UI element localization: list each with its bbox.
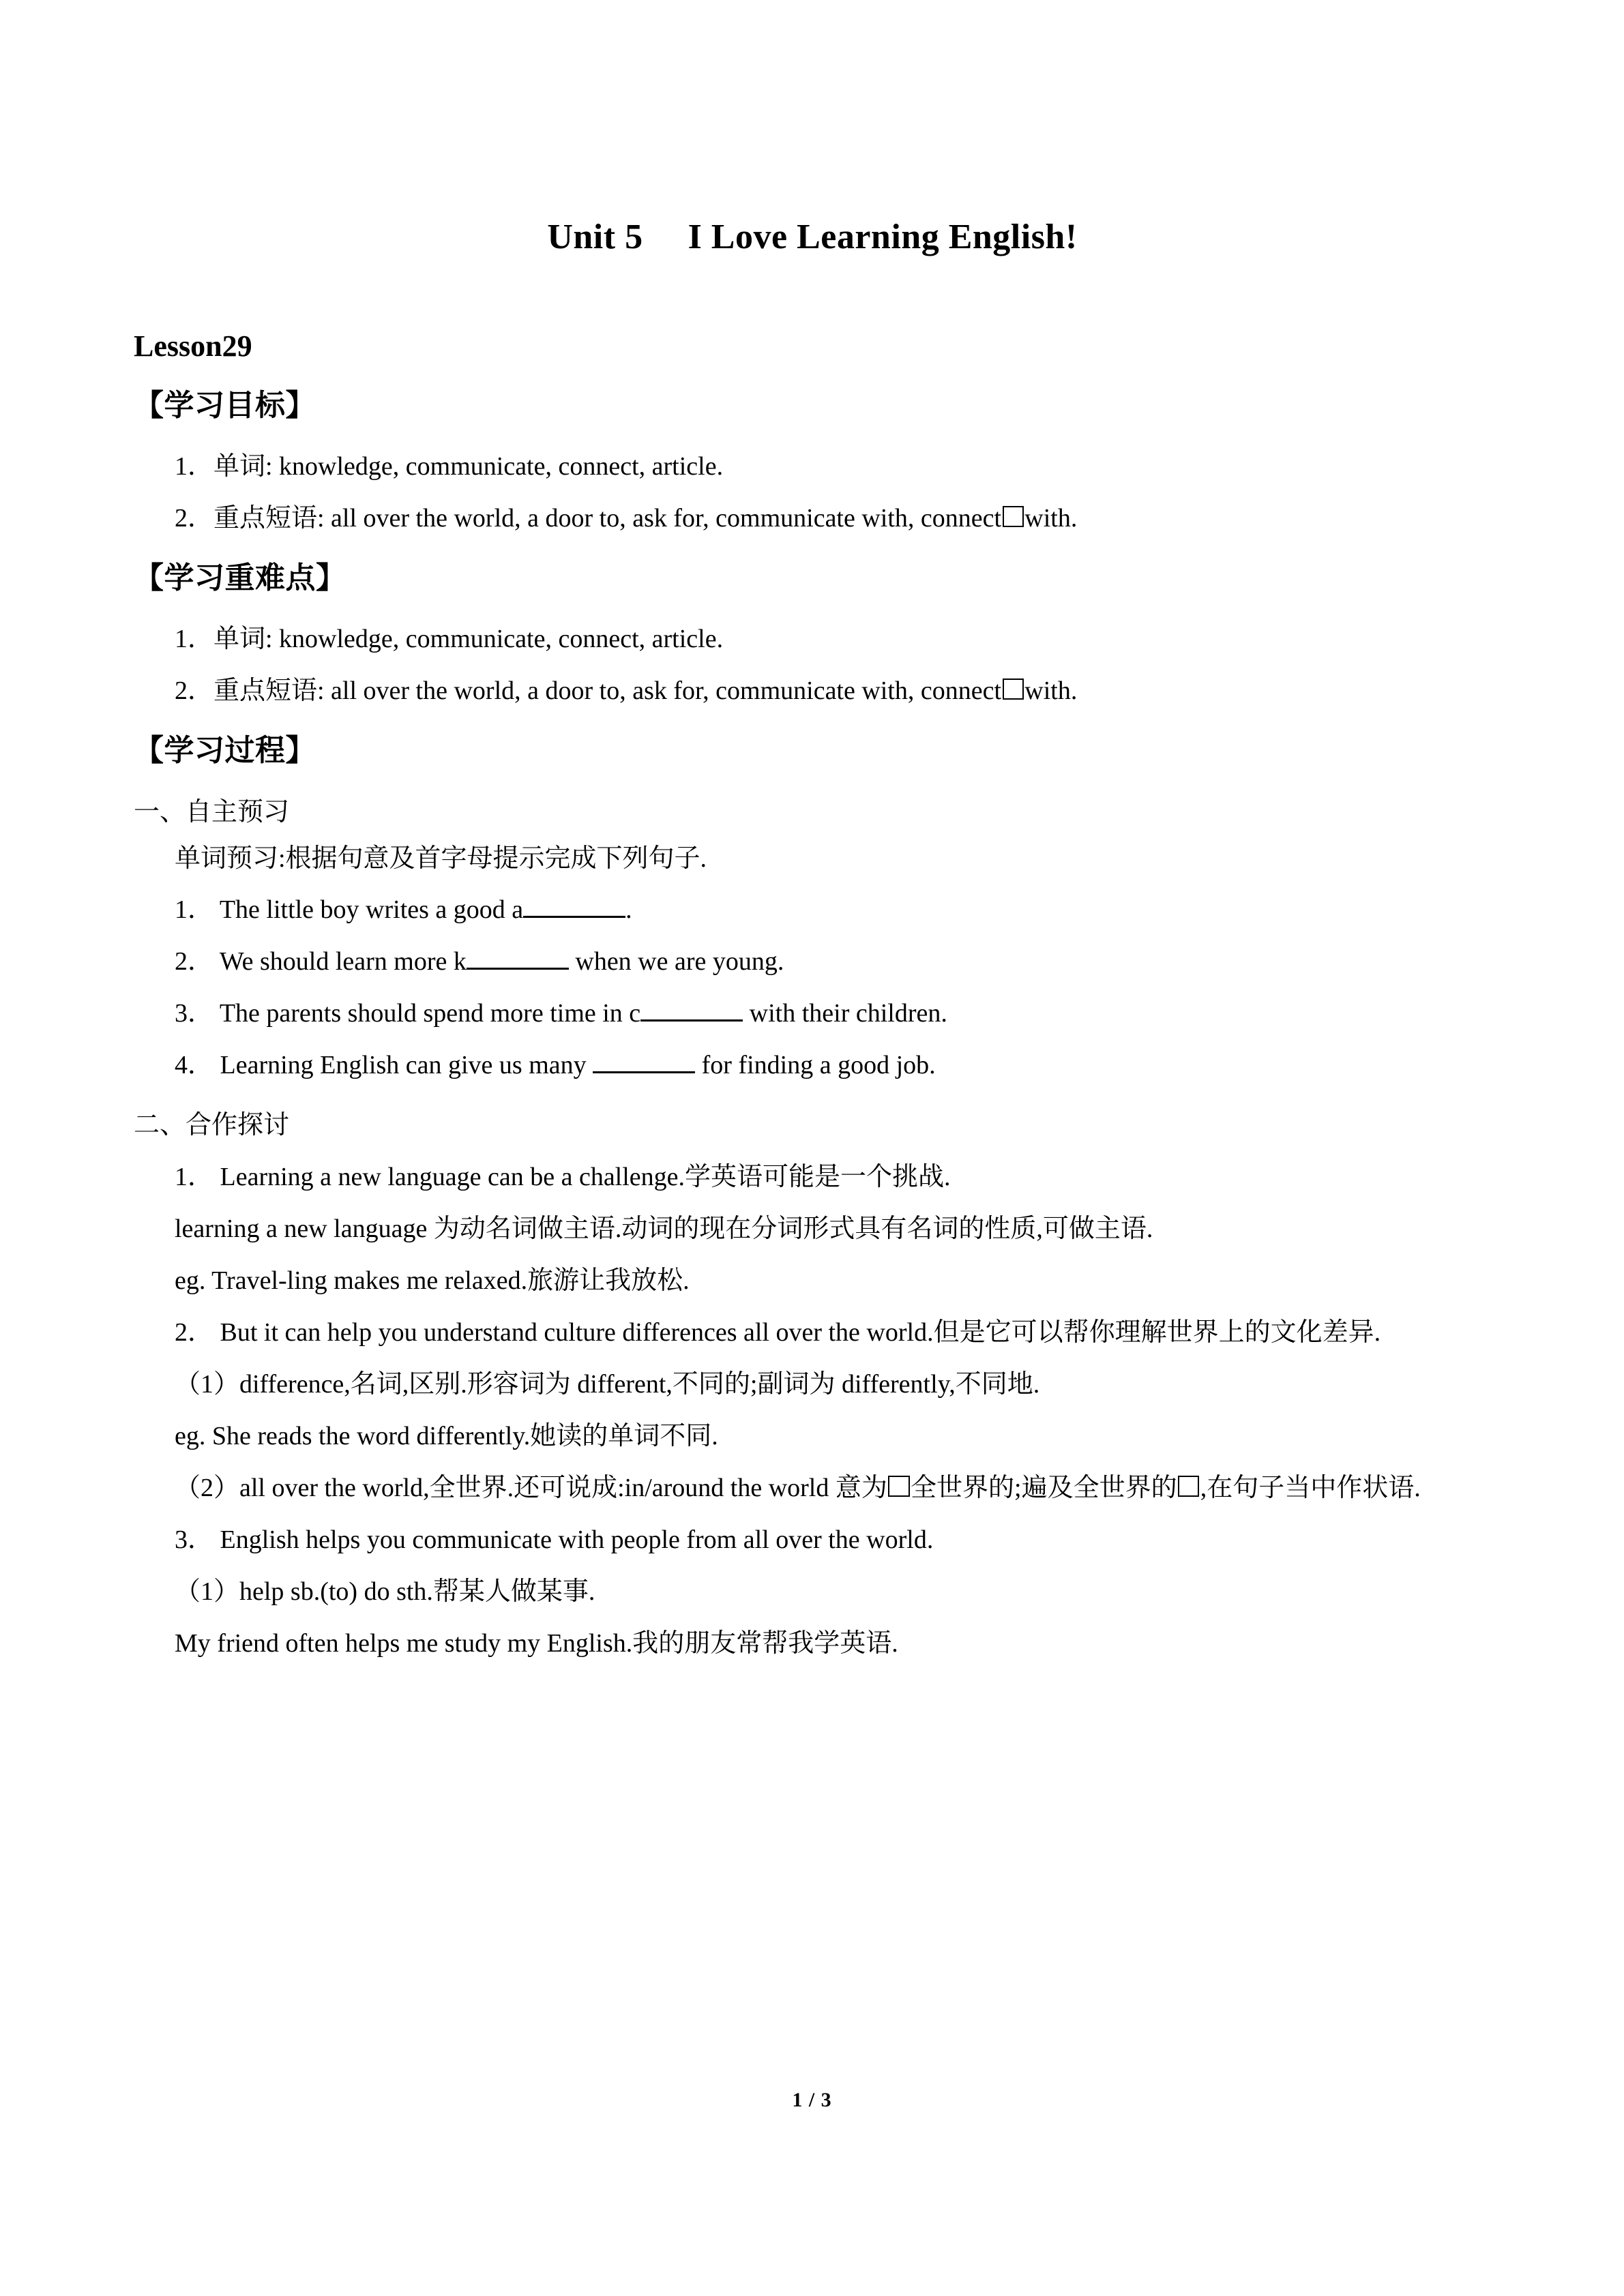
section-heading-objectives: 【学习目标】 xyxy=(134,388,316,422)
key-point-item-2-tail: with. xyxy=(1024,676,1078,706)
answer-blank[interactable] xyxy=(640,1019,743,1022)
discussion-item-1: 1． Learning a new language can be a challenge.学英语可能是一个挑战. xyxy=(175,1163,951,1192)
objective-item-1: 1．单词: knowledge, communicate, connect, article. xyxy=(175,451,724,481)
objective-item-2 xyxy=(134,486,1491,537)
key-point-item-1: 1．单词: knowledge, communicate, connect, article. xyxy=(175,625,724,654)
preview-question-4 xyxy=(134,1032,1491,1084)
answer-blank[interactable] xyxy=(523,916,625,918)
objective-item-2-text: 2．重点短语: all over the world, a door to, ask for, communicate with, connect xyxy=(175,503,1002,533)
discussion-item-2-sub-2-part-c: ,在句子当中作状语. xyxy=(1200,1473,1421,1502)
preview-question-4-before: 4． Learning English can give us many xyxy=(175,1051,593,1080)
page-content xyxy=(134,0,1491,1663)
page-footer: 1 / 3 xyxy=(792,2089,832,2111)
answer-blank[interactable] xyxy=(593,1071,695,1073)
discussion-item-1-example: eg. Travel-ling makes me relaxed.旅游让我放松. xyxy=(175,1266,690,1296)
answer-blank[interactable] xyxy=(467,968,569,970)
key-point-item-2 xyxy=(134,658,1491,710)
discussion-item-2-sub-2 xyxy=(134,1455,1491,1507)
preview-instruction: 单词预习:根据句意及首字母提示完成下列句子. xyxy=(175,844,707,873)
subsection-heading-part-two: 二、合作探讨 xyxy=(134,1111,290,1140)
missing-glyph-icon xyxy=(1003,506,1024,527)
missing-glyph-icon xyxy=(1003,679,1024,700)
discussion-item-2-sub-2-part-b: 全世界的;遍及全世界的 xyxy=(911,1473,1177,1502)
section-heading-key-points: 【学习重难点】 xyxy=(134,561,346,595)
preview-question-2-before: 2． We should learn more k xyxy=(175,947,467,976)
discussion-item-3-sub-1: （1）help sb.(to) do sth.帮某人做某事. xyxy=(175,1577,595,1606)
preview-question-2-after: when we are young. xyxy=(568,947,784,976)
objective-item-2-tail: with. xyxy=(1024,503,1078,533)
preview-question-4-after: for finding a good job. xyxy=(695,1051,936,1080)
key-point-item-2-text: 2．重点短语: all over the world, a door to, ask for, communicate with, connect xyxy=(175,676,1002,706)
discussion-item-3-example: My friend often helps me study my English.我的朋友常帮我学英语. xyxy=(175,1628,898,1658)
discussion-item-2-sub-1-example: eg. She reads the word differently.她读的单词不同. xyxy=(175,1422,718,1451)
preview-question-3 xyxy=(134,981,1491,1032)
preview-question-3-before: 3． The parents should spend more time in c xyxy=(175,999,641,1028)
discussion-item-2: 2． But it can help you understand culture differences all over the world.但是它可以帮你理解世界上的文化差异. xyxy=(175,1318,1381,1347)
discussion-item-1-note: learning a new language 为动名词做主语.动词的现在分词形式具有名词的性质,可做主语. xyxy=(175,1214,1153,1244)
missing-glyph-icon xyxy=(888,1476,909,1497)
subsection-heading-part-one: 一、自主预习 xyxy=(134,797,290,826)
preview-question-1-before: 1． The little boy writes a good a xyxy=(175,895,524,925)
discussion-item-2-sub-1: （1）difference,名词,区别.形容词为 different,不同的;副词为 differently,不同地. xyxy=(175,1370,1040,1399)
preview-question-3-after: with their children. xyxy=(743,999,947,1028)
discussion-item-2-sub-2-part-a: （2）all over the world,全世界.还可说成:in/around the world 意为 xyxy=(175,1473,887,1502)
discussion-item-3: 3． English helps you communicate with people from all over the world. xyxy=(175,1525,934,1554)
preview-question-2 xyxy=(134,929,1491,981)
section-heading-process: 【学习过程】 xyxy=(134,734,316,768)
page-title: Unit 5 I Love Learning English! xyxy=(547,218,1078,256)
lesson-heading: Lesson29 xyxy=(134,329,252,363)
preview-question-1 xyxy=(134,877,1491,929)
preview-question-1-after: . xyxy=(625,895,632,925)
missing-glyph-icon xyxy=(1178,1476,1199,1497)
